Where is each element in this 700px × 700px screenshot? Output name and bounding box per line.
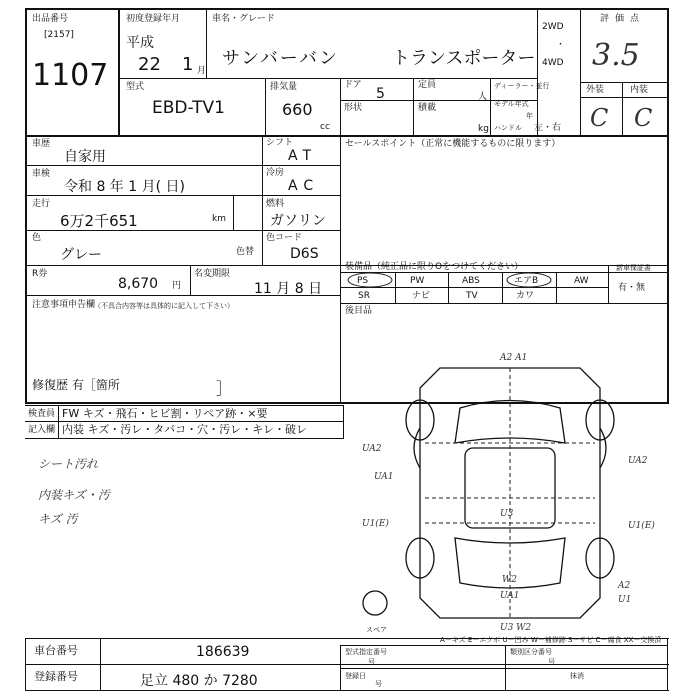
notes-label: 注意事項申告欄 <box>32 300 96 310</box>
first-reg-year: 22 <box>138 54 161 75</box>
car-damage-diagram <box>350 348 670 638</box>
shift-label: シフト <box>266 138 294 148</box>
lot-bracket: [2157] <box>44 30 74 40</box>
chassis-value: 186639 <box>196 644 250 660</box>
repair-label: 修復歴 有［箇所 <box>32 378 120 392</box>
equip-ps: PS <box>357 276 369 286</box>
drive-2wd: 2WD <box>542 22 564 32</box>
shape-label: 形状 <box>344 103 363 113</box>
hw-note-3: キズ 汚 <box>38 512 78 526</box>
reg-date-num: 号 <box>375 680 382 688</box>
name-change-label: 名変期限 <box>194 269 231 279</box>
load-unit: kg <box>478 124 489 134</box>
drive-dot: ・ <box>556 40 566 50</box>
color-label: 色 <box>32 233 42 243</box>
dealer-label: ディーラー・並行 <box>494 82 550 90</box>
equip-airbag: エアB <box>514 276 539 286</box>
mark-front: A2 A1 <box>500 353 528 363</box>
color-code-value: D6S <box>290 246 319 262</box>
color-change-label: 色替 <box>236 247 255 257</box>
model-value: EBD-TV1 <box>152 98 225 118</box>
mark-left-rear: U1(E) <box>362 519 389 529</box>
first-reg-label: 初度登録年月 <box>126 14 181 24</box>
spare-label: スペア <box>366 626 387 634</box>
inspection-value: 令和 8 年 1 月( 日) <box>64 179 185 195</box>
circle-airbag-mark <box>504 272 554 288</box>
mark-right-corner-2: U1 <box>618 595 632 605</box>
chassis-label: 車台番号 <box>34 644 78 657</box>
model-year-unit: 年 <box>526 112 533 120</box>
registration-label: 登録番号 <box>34 670 78 683</box>
inspector-label-2: 記入欄 <box>28 425 56 435</box>
doors-value: 5 <box>376 86 385 102</box>
history-value: 自家用 <box>64 149 106 165</box>
equip-leather: カワ <box>516 291 535 301</box>
aircon-value: AC <box>288 178 320 194</box>
warranty-label: 新車保証書 <box>616 264 651 272</box>
first-reg-month-unit: 月 <box>197 66 207 76</box>
exterior-label: 外装 <box>586 85 605 95</box>
capacity-label: 定員 <box>418 80 437 90</box>
handle-value: 左・右 <box>534 123 562 133</box>
equipment-label: 装備品（純正品に限りOをつけてください） <box>345 262 524 272</box>
repair-bracket-close: ］ <box>216 379 233 398</box>
car-grade: トランスポーター <box>392 48 536 69</box>
car-name: サンバーバン <box>222 48 339 69</box>
equip-sr: SR <box>358 291 370 301</box>
mark-rear-3: U3 W2 <box>500 623 532 633</box>
reg-date-label: 登録日 <box>345 672 366 680</box>
mark-roof: U3 <box>500 509 514 519</box>
lot-number: 1107 <box>32 58 109 93</box>
type-designation-label: 型式指定番号 <box>345 648 387 656</box>
hw-note-1: シート汚れ <box>38 457 99 471</box>
circle-ps-mark <box>346 272 394 288</box>
load-label: 積載 <box>418 103 437 113</box>
model-year-label: モデル年式 <box>494 100 529 108</box>
legend: A－キズ E－エクボ U－凹み W－補修跡 S－サビ C－腐食 XX－交換済 <box>440 636 662 644</box>
inspector-row-2: 内装 キズ・汚レ・タバコ・穴・汚レ・キレ・破レ <box>62 423 308 436</box>
inspector-label-1: 検査員 <box>28 409 56 419</box>
mark-rear-2: UA1 <box>500 591 520 601</box>
lot-label: 出品番号 <box>32 14 69 24</box>
cancel-label: 抹消 <box>570 672 584 680</box>
equip-pw: PW <box>410 276 425 286</box>
mark-right-front: UA2 <box>628 456 648 466</box>
car-name-label: 車名・グレード <box>212 14 276 24</box>
score-label: 評価点 <box>600 14 646 24</box>
displacement-unit: cc <box>320 122 330 132</box>
score-value: 3.5 <box>592 38 640 73</box>
first-reg-month: 1 <box>182 54 194 75</box>
equip-tv: TV <box>466 291 478 301</box>
mileage-unit: km <box>212 214 226 224</box>
category-num: 号 <box>548 658 555 666</box>
fuel-value: ガソリン <box>270 213 326 229</box>
recycle-unit: 円 <box>172 281 182 291</box>
inspection-label: 車検 <box>32 169 51 179</box>
aircon-label: 冷房 <box>266 168 285 178</box>
type-designation-num: 号 <box>368 658 375 666</box>
displacement-value: 660 <box>282 100 313 119</box>
fuel-label: 燃料 <box>266 199 285 209</box>
displacement-label: 排気量 <box>270 82 298 92</box>
mark-right-corner-1: A2 <box>618 581 631 591</box>
model-label: 型式 <box>126 82 145 92</box>
handle-label: ハンドル <box>494 124 522 132</box>
doors-label: ドア <box>344 80 362 90</box>
shift-value: AT <box>288 148 318 164</box>
capacity-unit: 人 <box>478 92 488 102</box>
equip-navi: ナビ <box>412 291 431 301</box>
mark-left-mid: UA1 <box>374 472 394 482</box>
mark-right-rear: U1(E) <box>628 521 655 531</box>
hw-note-2: 内装キズ・汚 <box>38 488 110 502</box>
sales-point-label: セールスポイント（正常に機能するものに限ります） <box>345 139 561 149</box>
history-label: 車歴 <box>32 139 51 149</box>
drive-4wd: 4WD <box>542 58 564 68</box>
interior-value: C <box>634 104 653 132</box>
warranty-value: 有・無 <box>618 283 646 293</box>
inspector-row-1: FW キズ・飛石・ヒビ割・リペア跡・×要 <box>62 407 268 420</box>
color-value: グレー <box>60 247 102 263</box>
name-change-value: 11 月 8 日 <box>254 281 323 297</box>
recycle-value: 8,670 <box>118 276 159 292</box>
first-reg-era: 平成 <box>126 35 154 51</box>
registration-value: 足立 480 か 7280 <box>140 673 258 689</box>
exterior-value: C <box>590 104 609 132</box>
mark-rear-1: W2 <box>502 575 517 585</box>
category-label: 類別区分番号 <box>510 648 552 656</box>
recycle-label: R券 <box>32 269 48 279</box>
color-code-label: 色コード <box>266 233 303 243</box>
equip-abs: ABS <box>462 276 480 286</box>
mark-left-front: UA2 <box>362 444 382 454</box>
equip-aw: AW <box>574 276 589 286</box>
mileage-label: 走行 <box>32 199 51 209</box>
rear-seat-label: 後目品 <box>345 306 373 316</box>
notes-sub: （不具合内容等は具体的に記入して下さい） <box>94 302 234 310</box>
interior-label: 内装 <box>630 85 649 95</box>
mileage-value: 6万2千651 <box>60 212 138 230</box>
